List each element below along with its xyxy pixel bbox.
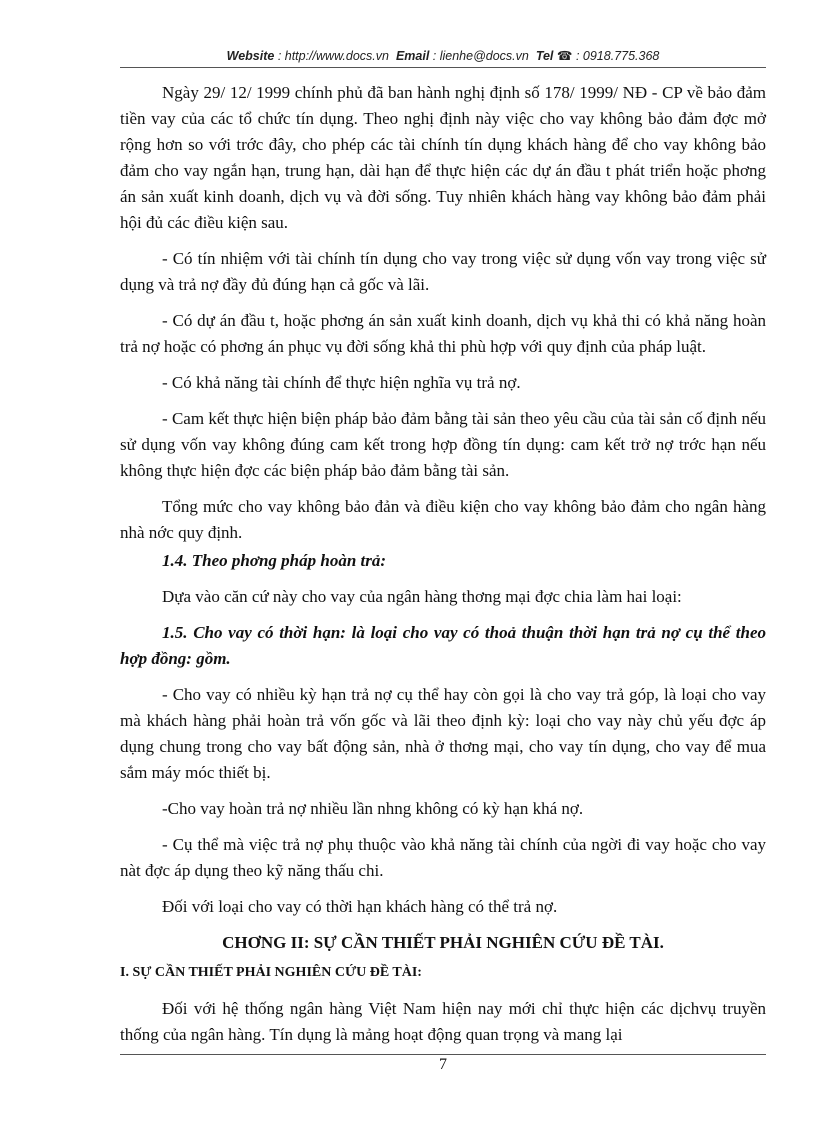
section-title: I. SỰ CẦN THIẾT PHẢI NGHIÊN CỨU ĐỀ TÀI: — [120, 965, 422, 980]
paragraph-installment: - Cho vay có nhiều kỳ hạn trả nợ cụ thể hay còn gọi là cho vay trả góp, là loại cho vay mà khách hàng phải hoàn trả vốn gốc và lãi theo định kỳ: loại cho vay này chủ yếu đợc áp dụng chung trong cho vay bất động sản, nhà ở thơng mại, cho vay tín dụng, cho vay để mua sắm máy móc thiết bị. — [120, 685, 766, 782]
email-link[interactable]: : lienhe@docs.vn — [432, 49, 529, 63]
condition-commitment: - Cam kết thực hiện biện pháp bảo đảm bằng tài sản theo yêu cầu của tài sản cố định nếu sử dụng vốn vay không đúng cam kết trong hợp đồng tín dụng: cam kết trở nợ trớc hạn nếu không thực hiện đợc các biện pháp bảo đảm bằng tài sản. — [120, 409, 766, 480]
page-header — [120, 48, 766, 63]
paragraph-total-limit: Tổng mức cho vay không bảo đản và điều kiện cho vay không bảo đảm cho ngân hàng nhà nớc quy định. — [120, 497, 766, 542]
heading-1-4: 1.4. Theo phơng pháp hoàn trả: — [162, 551, 387, 570]
heading-1-5: 1.5. Cho vay có thời hạn: là loại cho vay có thoả thuận thời hạn trả nợ cụ thể theo hợp đồng: gồm. — [120, 623, 766, 668]
document-body — [120, 80, 766, 1058]
page-number: 7 — [439, 1056, 447, 1073]
chapter-title: CHƠNG II: SỰ CẦN THIẾT PHẢI NGHIÊN CỨU ĐỀ TÀI. — [222, 933, 664, 952]
paragraph-term-loans: Đối với loại cho vay có thời hạn khách hàng có thể trả nợ. — [162, 897, 558, 916]
paragraph-overdraft: - Cụ thể mà việc trả nợ phụ thuộc vào khả năng tài chính của ngời đi vay hoặc cho vay nàt đợc áp dụng theo kỹ năng thấu chi. — [120, 835, 766, 880]
website-link[interactable]: : http://www.docs.vn — [277, 49, 389, 63]
tel-value: ☎ : 0918.775.368 — [556, 49, 660, 63]
condition-credibility: - Có tín nhiệm với tài chính tín dụng cho vay trong việc sử dụng vốn vay trong việc sử dụng và trả nợ đầy đủ đúng hạn cả gốc và lãi. — [120, 249, 766, 294]
condition-finance: - Có khả năng tài chính để thực hiện nghĩa vụ trả nợ. — [162, 373, 521, 392]
paragraph-bank-system: Đối với hệ thống ngân hàng Việt Nam hiện nay mới chỉ thực hiện các dịchvụ truyền thống của ngân hàng. Tín dụng là mảng hoạt động quan trọng và mang lại — [120, 999, 766, 1044]
condition-project: - Có dự án đầu t, hoặc phơng án sản xuất kinh doanh, dịch vụ khả thi có khả năng hoàn trả nợ hoặc có phơng án phục vụ đời sống khả thi phù hợp với quy định của pháp luật. — [120, 311, 766, 356]
paragraph-two-types: Dựa vào căn cứ này cho vay của ngân hàng thơng mại đợc chia làm hai loại: — [162, 587, 682, 606]
header-divider — [120, 67, 766, 68]
website-label: Website — [226, 49, 275, 63]
paragraph-decree: Ngày 29/ 12/ 1999 chính phủ đã ban hành nghị định số 178/ 1999/ NĐ - CP về bảo đảm tiền vay của các tổ chức tín dụng. Theo nghị định này việc cho vay không bảo đảm đợc mở rộng hơn so với trớc đây, cho phép các tài chính tín dụng khách hàng để cho vay không bảo đảm cho vay ngắn hạn, trung hạn, dài hạn để thực hiện các dự án đầu t phát triển hoặc phơng án sản xuất kinh doanh, dịch vụ và đời sống. Tuy nhiên khách hàng vay không bảo đảm phải hội đủ các điều kiện sau. — [120, 83, 766, 232]
tel-label: Tel — [535, 49, 554, 63]
email-label: Email — [395, 49, 430, 63]
paragraph-multiple-repayments: -Cho vay hoàn trả nợ nhiều lần nhng không có kỳ hạn khá nợ. — [162, 799, 584, 818]
footer-divider — [120, 1054, 766, 1055]
